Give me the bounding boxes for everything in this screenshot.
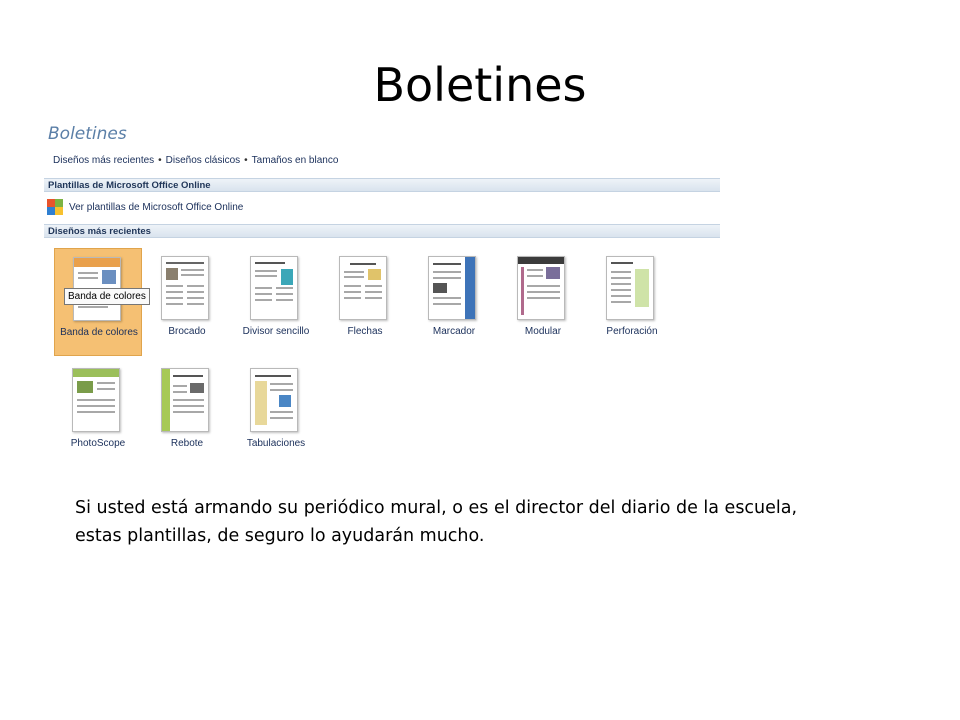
slide-title: Boletines xyxy=(373,58,587,112)
office-online-link[interactable] xyxy=(47,198,243,216)
online-section-header: Plantillas de Microsoft Office Online xyxy=(44,178,720,192)
template-modular[interactable] xyxy=(499,248,587,356)
office-online-link-label: Ver plantillas de Microsoft Office Online xyxy=(69,201,244,213)
newsletter-gallery-panel xyxy=(44,120,720,460)
template-thumbnail xyxy=(339,256,387,320)
template-thumbnail xyxy=(161,368,209,432)
template-divisor-sencillo[interactable] xyxy=(232,248,320,356)
template-rebote[interactable] xyxy=(143,360,231,468)
recent-section-header: Diseños más recientes xyxy=(44,224,720,238)
nav-separator: • xyxy=(158,155,162,166)
template-thumbnail xyxy=(606,256,654,320)
template-photoscope[interactable] xyxy=(54,360,142,468)
template-name: Brocado xyxy=(168,326,206,337)
template-name: Perforación xyxy=(606,326,658,337)
nav-link-recent-designs[interactable]: Diseños más recientes xyxy=(53,155,155,166)
template-name: Rebote xyxy=(170,438,204,449)
template-name: Modular xyxy=(524,326,562,337)
template-tabulaciones[interactable] xyxy=(232,360,320,468)
template-thumbnail xyxy=(72,368,120,432)
template-thumbnail xyxy=(250,256,298,320)
template-thumbnail xyxy=(517,256,565,320)
template-thumbnail xyxy=(428,256,476,320)
template-name: PhotoScope xyxy=(70,438,126,449)
template-name: Tabulaciones xyxy=(246,438,306,449)
nav-link-classic-designs[interactable]: Diseños clásicos xyxy=(165,155,241,166)
template-perforacion[interactable] xyxy=(588,248,676,356)
template-flechas[interactable] xyxy=(321,248,409,356)
gallery-title: Boletines xyxy=(48,124,127,144)
template-thumbnail xyxy=(161,256,209,320)
template-thumbnail xyxy=(250,368,298,432)
template-name: Banda de colores xyxy=(60,327,138,338)
template-name: Marcador xyxy=(432,326,476,337)
slide-body-text: Si usted está armando su periódico mural, o es el director del diario de la escuela, estas plantillas, de seguro lo ayudarán mucho. xyxy=(75,498,798,546)
office-logo-icon xyxy=(47,199,63,215)
template-name: Divisor sencillo xyxy=(242,326,310,337)
template-tooltip: Banda de colores xyxy=(64,288,150,305)
template-brocado[interactable] xyxy=(143,248,231,356)
nav-link-blank-sizes[interactable]: Tamaños en blanco xyxy=(251,155,339,166)
template-name: Flechas xyxy=(347,326,383,337)
nav-separator: • xyxy=(244,155,248,166)
gallery-nav xyxy=(53,155,338,166)
template-marcador[interactable] xyxy=(410,248,498,356)
